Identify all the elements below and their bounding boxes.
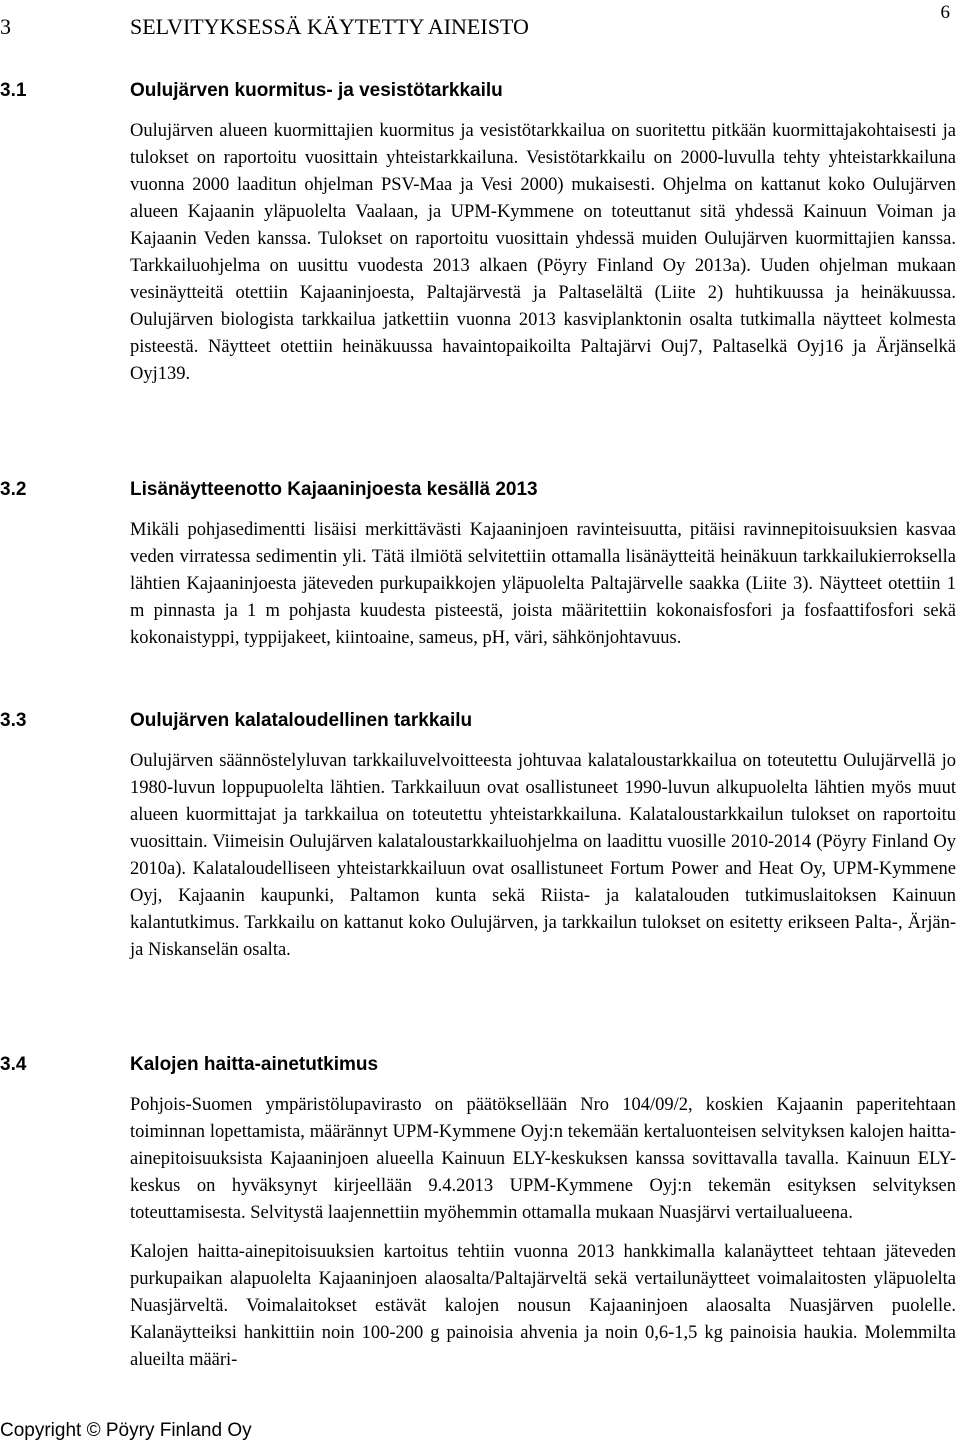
paragraph: Pohjois-Suomen ympäristölupavirasto on päätöksellään Nro 104/09/2, koskien Kajaanin paperitehtaan toiminnan lopettamista, määrännyt UPM-Kymmene Oyj:n tekemään kertaluonteisen selvityksen kalojen haitta-ainepitoisuuksista Kajaaninjoen alueella Kainuun ELY-keskuksen kanssa sovittavalla tavalla. Kainuun ELY-keskus on hyväksynyt kirjeellään 9.4.2013 UPM-Kymmene Oyj:n tekemän esityksen selvityksen toteuttamisesta. Selvitystä laajennettiin myöhemmin ottamalla mukaan Nuasjärvi vertailualueena. (130, 1095, 956, 1223)
paragraph: Oulujärven säännöstelyluvan tarkkailuvelvoitteesta johtuvaa kalataloustarkkailua on toteutettu Oulujärvellä jo 1980-luvun loppupuolelta lähtien. Tarkkailuun ovat osallistuneet 1990-luvun alkupuolelta lähtien myös muut alueen kuormittajat ja tarkkailua on toteutettu yhteistarkkailuna. Kalataloustarkkailun tulokset on raportoitu vuosittain. Viimeisin Oulujärven kalataloustarkkailuohjelma on laadittu vuosille 2010-2014 (Pöyry Finland Oy 2010a). Kalataloudelliseen yhteistarkkailuun ovat osallistuneet Fortum Power and Heat Oy, UPM-Kymmene Oyj, Kajaanin kaupunki, Paltamon kunta sekä Riista- ja kalatalouden tutkimuslaitoksen Kainuun kalantutkimus. Tarkkailu on kattanut koko Oulujärven, ja tarkkailun tulokset on esitetty erikseen Palta-, Ärjän- ja Niskanselän osalta. (130, 751, 956, 960)
chapter-heading (0, 14, 529, 40)
chapter-number: 3 (0, 14, 11, 39)
footer-copyright: Copyright © Pöyry Finland Oy (0, 1420, 252, 1441)
section-number: 3.1 (0, 80, 27, 101)
chapter-title: SELVITYKSESSÄ KÄYTETTY AINEISTO (130, 14, 529, 39)
paragraph: Mikäli pohjasedimentti lisäisi merkittävästi Kajaaninjoen ravinteisuutta, pitäisi ravinnepitoisuuksien kasvaa veden virratessa sedimentin yli. Tätä ilmiötä selvitettiin ottamalla lisänäytteitä heinäkuun tarkkailukierroksella lähtien Kajaaninjoesta jäteveden purkupaikkojen yläpuolelta Paltajärvelle saakka (Liite 3). Näytteet otettiin 1 m pinnasta ja 1 m pohjasta kuudesta pisteestä, joista määritettiin kokonaisfosfori ja fosfaattifosfori sekä kokonaistyppi, typpijakeet, kiintoaine, sameus, pH, väri, sähkönjohtavuus. (130, 520, 956, 648)
section-3-1 (0, 76, 960, 388)
section-heading (0, 76, 960, 106)
section-heading (0, 475, 960, 505)
paragraph: Kalojen haitta-ainepitoisuuksien kartoitus tehtiin vuonna 2013 hankkimalla kalanäytteet tehtaan jäteveden purkupaikan alapuolelta Kajaaninjoen alaosalta/Paltajärveltä sekä vertailunäytteet voimalaitosten yläpuolelta Nuasjärveltä. Voimalaitokset estävät kalojen nousun Kajaaninjoen alaosalta Nuasjärven puolelle. Kalanäytteiksi hankittiin noin 100-200 g painoisia ahvenia ja noin 0,6-1,5 kg painoisia haukia. Molemmilta alueilta määri- (130, 1242, 956, 1370)
section-number: 3.4 (0, 1054, 27, 1075)
section-title: Lisänäytteenotto Kajaaninjoesta kesällä 2013 (130, 479, 538, 500)
section-3-4 (0, 1050, 960, 1374)
section-number: 3.3 (0, 710, 27, 731)
page-number: 6 (940, 2, 950, 23)
section-3-2 (0, 475, 960, 652)
section-title: Oulujärven kuormitus- ja vesistötarkkailu (130, 80, 503, 101)
paragraph: Oulujärven alueen kuormittajien kuormitus ja vesistötarkkailua on suoritettu pitkään kuormittajakohtaisesti ja tulokset on raportoitu vuosittain yhteistarkkailuna. Vesistötarkkailu on 2000-luvulla tehty yhteistarkkailuna vuonna 2000 laaditun ohjelman PSV-Maa ja Vesi 2000) mukaisesti. Ohjelma on kattanut koko Oulujärven alueen Kajaanin yläpuolelta Vaalaan, ja UPM-Kymmene on toteuttanut sitä yhdessä Kainuun Voiman ja Kajaanin Veden kanssa. Tulokset on raportoitu vuosittain yhdessä muiden Oulujärven kuormittajien kanssa. Tarkkailuohjelma on uusittu vuodesta 2013 alkaen (Pöyry Finland Oy 2013a). Uuden ohjelman mukaan vesinäytteitä otettiin Kajaaninjoesta, Paltajärvestä ja Paltaselältä (Liite 2) huhtikuussa ja heinäkuussa. Oulujärven biologista tarkkailua jatkettiin vuonna 2013 kasviplanktonin osalta tutkimalla näytteet kolmesta pisteestä. Näytteet otettiin heinäkuussa havaintopaikoilta Paltajärvi Ouj7, Paltaselkä Oyj16 ja Ärjänselkä Oyj139. (130, 121, 956, 384)
section-title: Kalojen haitta-ainetutkimus (130, 1054, 379, 1075)
section-3-3 (0, 706, 960, 964)
section-heading (0, 1050, 960, 1080)
section-number: 3.2 (0, 479, 27, 500)
section-heading (0, 706, 960, 736)
section-title: Oulujärven kalataloudellinen tarkkailu (130, 710, 473, 731)
